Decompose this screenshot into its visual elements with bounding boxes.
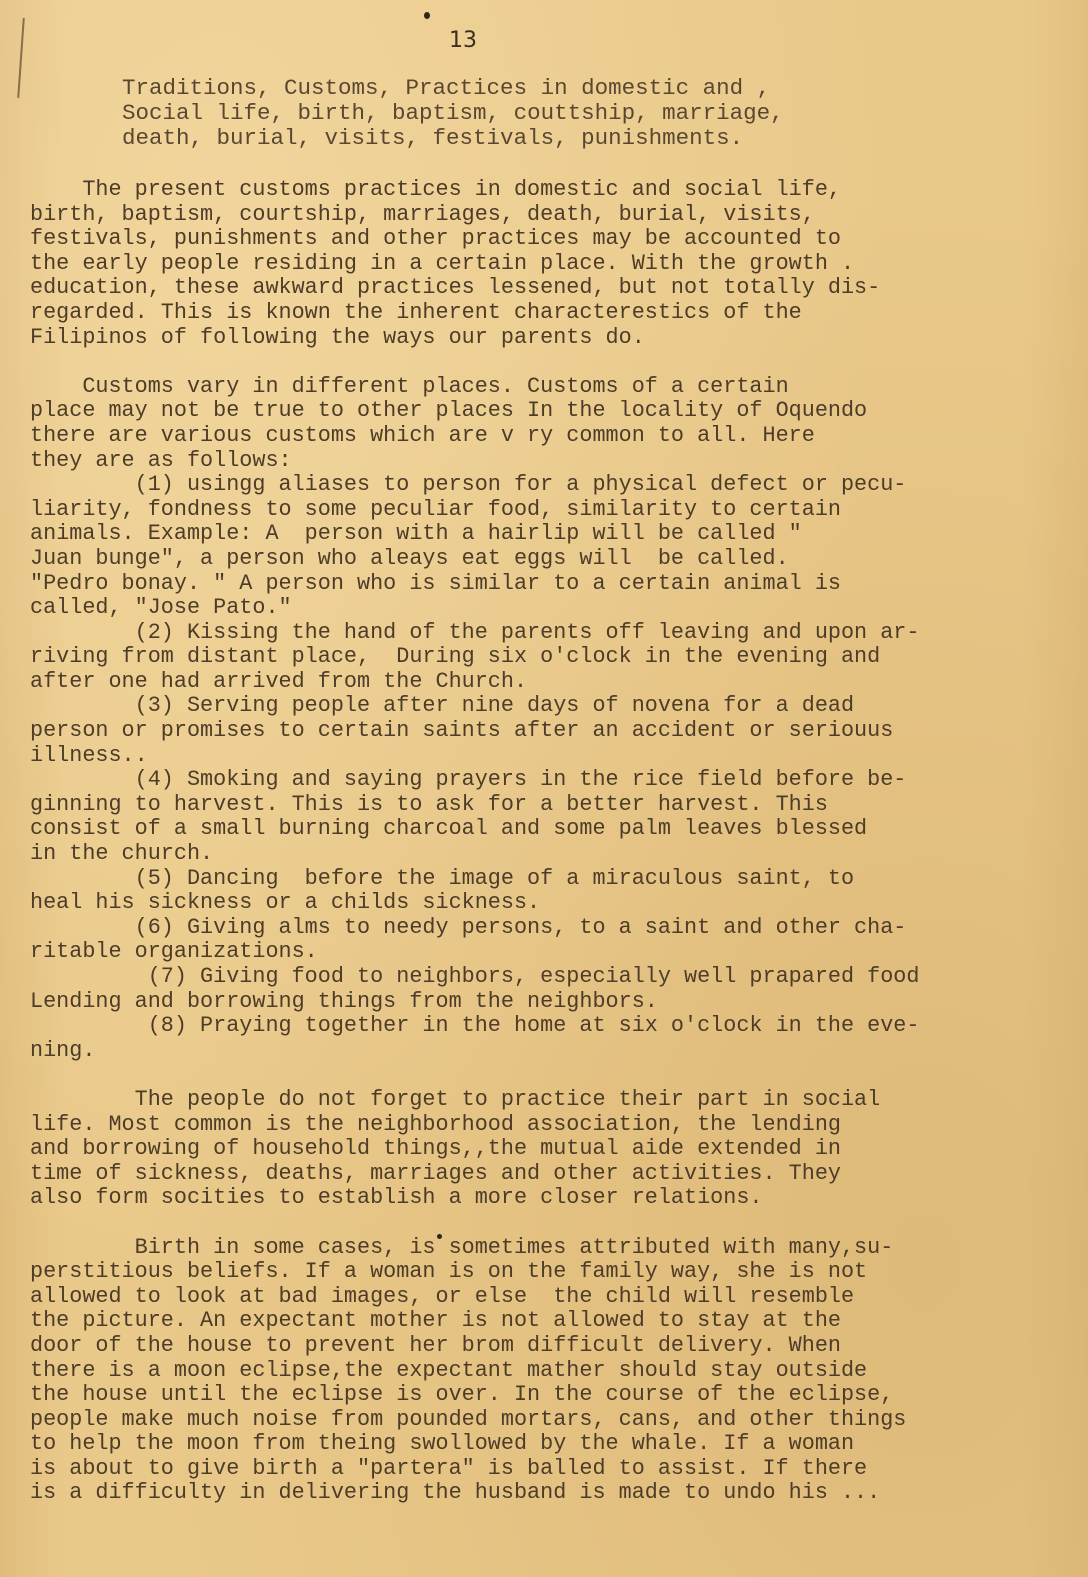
text-line: time of sickness, deaths, marriages and other activities. They [30,1160,841,1186]
text-line: perstitious beliefs. If a woman is on the family way, she is not [30,1259,868,1285]
text-line: ginning to harvest. This is to ask for a better harvest. This [30,791,828,817]
text-line: place may not be true to other places In the locality of Oquendo [30,398,868,424]
text-line: the house until the eclipse is over. In the course of the eclipse, [30,1382,894,1408]
title-line: Social life, birth, baptism, couttship, marriage, [122,100,784,126]
list-item [30,965,1040,1014]
list-item [30,621,1040,695]
text-line: (8) Praying together in the home at six o'clock in the eve- [30,1013,920,1039]
ink-spot [424,12,430,19]
text-line: liarity, fondness to some peculiar food, similarity to certain [30,496,841,522]
text-line: (2) Kissing the hand of the parents off leaving and upon ar- [30,619,920,645]
text-line: festivals, punishments and other practices may be accounted to [30,226,841,252]
text-line: (4) Smoking and saying prayers in the rice field before be- [30,767,907,793]
text-line: allowed to look at bad images, or else the child will resemble [30,1283,855,1309]
text-line: people make much noise from pounded mortars, cans, and other things [30,1406,907,1432]
list-item [30,694,1040,768]
text-line: door of the house to prevent her brom difficult delivery. When [30,1332,841,1358]
text-line: there are various customs which are v ry common to all. Here [30,422,815,448]
text-line: the early people residing in a certain place. With the growth . [30,250,855,276]
margin-mark [17,18,28,98]
text-line: (6) Giving alms to needy persons, to a saint and other cha- [30,914,907,940]
text-line: (5) Dancing before the image of a miraculous saint, to [30,865,855,891]
list-item [30,473,1040,621]
text-line: in the church. [30,841,214,867]
text-line: is a difficulty in delivering the husband is made to undo his ... [30,1480,881,1506]
text-line: Customs vary in different places. Customs of a certain [30,373,789,399]
text-line: is about to give birth a "partera" is balled to assist. If there [30,1455,868,1481]
text-line: also form socities to establish a more closer relations. [30,1185,763,1211]
text-line: person or promises to certain saints after an accident or seriouus [30,718,894,744]
document-title [122,76,942,151]
text-line: (7) Giving food to neighbors, especially well prapared food [30,964,920,989]
text-line: "Pedro bonay. " A person who is similar to a certain animal is [30,570,841,596]
text-line: Juan bunge", a person who aleays eat eggs will be called. [30,545,789,571]
text-line: heal his sickness or a childs sickness. [30,890,541,916]
text-line: ritable organizations. [30,939,318,965]
text-line: and borrowing of household things,,the mutual aide extended in [30,1136,841,1162]
text-line: life. Most common is the neighborhood association, the lending [30,1111,841,1137]
list-item [30,1014,1040,1063]
text-line: education, these awkward practices lessened, but not totally dis- [30,275,881,301]
text-line: Birth in some cases, is sometimes attributed with many,su- [30,1234,894,1260]
page-number: 13 [449,28,477,53]
text-line: Lending and borrowing things from the neighbors. [30,988,658,1014]
text-line: the picture. An expectant mother is not allowed to stay at the [30,1308,841,1334]
text-line: Filipinos of following the ways our parents do. [30,324,645,350]
text-line: riving from distant place, During six o'clock in the evening and [30,644,881,670]
title-line: death, burial, visits, festivals, punishments. [122,125,744,151]
title-line: Traditions, Customs, Practices in domestic and , [122,75,771,101]
document-body [30,178,1040,1506]
list-item [30,867,1040,916]
text-line: animals. Example: A person with a hairlip will be called " [30,521,802,547]
customs-list [30,473,1040,1063]
text-line: regarded. This is known the inherent characterestics of the [30,299,802,325]
text-line: birth, baptism, courtship, marriages, death, burial, visits, [30,201,815,227]
list-item [30,768,1040,866]
text-line: (1) usingg aliases to person for a physical defect or pecu- [30,472,907,498]
text-line: illness.. [30,742,148,768]
text-line: consist of a small burning charcoal and some palm leaves blessed [30,816,868,842]
text-line: after one had arrived from the Church. [30,668,528,694]
paragraph-intro [30,178,1040,350]
list-item [30,916,1040,965]
paragraph-customs [30,375,1040,473]
text-line: ning. [30,1037,96,1063]
text-line: to help the moon from theing swollowed by the whale. If a woman [30,1431,855,1457]
text-line: The present customs practices in domestic and social life, [30,177,841,202]
text-line: (3) Serving people after nine days of novena for a dead [30,693,855,719]
text-line: they are as follows: [30,447,292,473]
text-line: there is a moon eclipse,the expectant mather should stay outside [30,1357,868,1383]
paragraph-birth [30,1236,1040,1507]
text-line: called, "Jose Pato." [30,595,292,621]
text-line: The people do not forget to practice their part in social [30,1086,881,1112]
paragraph-social-life [30,1088,1040,1211]
